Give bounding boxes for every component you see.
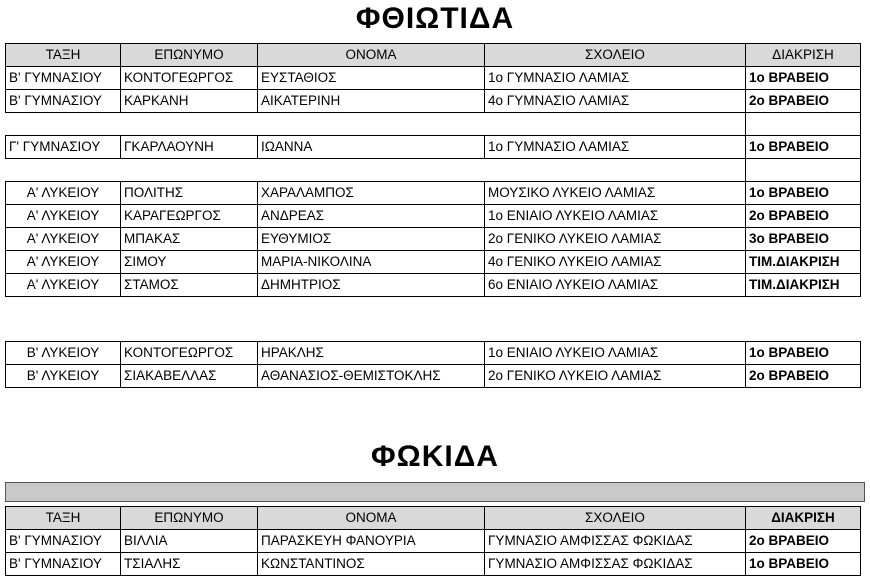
cell-surname: ΚΑΡΑΓΕΩΡΓΟΣ [121, 205, 258, 228]
cell-name: ΑΘΑΝΑΣΙΟΣ-ΘΕΜΙΣΤΟΚΛΗΣ [258, 365, 485, 388]
cell-surname: ΠΟΛΙΤΗΣ [121, 182, 258, 205]
header-distinction: ΔΙΑΚΡΙΣΗ [746, 44, 861, 67]
cell-surname: ΓΚΑΡΛΑΟΥΝΗ [121, 136, 258, 159]
cell-name: ΑΙΚΑΤΕΡΙΝΗ [258, 90, 485, 113]
cell-school: 1ο ΕΝΙΑΙΟ ΛΥΚΕΙΟ ΛΑΜΙΑΣ [485, 205, 746, 228]
cell-distinction: 2ο ΒΡΑΒΕΙΟ [746, 365, 861, 388]
cell-class: Β' ΓΥΜΝΑΣΙΟΥ [6, 530, 121, 553]
cell-school: 4ο ΓΕΝΙΚΟ ΛΥΚΕΙΟ ΛΑΜΙΑΣ [485, 251, 746, 274]
cell-class: Α' ΛΥΚΕΙΟΥ [6, 205, 121, 228]
table-row [6, 228, 861, 251]
header-name: ΟΝΟΜΑ [258, 44, 485, 67]
cell-class: Γ' ΓΥΜΝΑΣΙΟΥ [6, 136, 121, 159]
table-row [6, 365, 861, 388]
cell-distinction: 2ο ΒΡΑΒΕΙΟ [746, 205, 861, 228]
cell-school: 1ο ΓΥΜΝΑΣΙΟ ΛΑΜΙΑΣ [485, 136, 746, 159]
cell-surname: ΜΠΑΚΑΣ [121, 228, 258, 251]
results-table-fthiotida-b-lykeiou [5, 341, 861, 388]
cell-surname: ΣΤΑΜΟΣ [121, 274, 258, 297]
header-distinction: ΔΙΑΚΡΙΣΗ [746, 507, 861, 530]
results-table-fokida [5, 506, 861, 576]
cell-class: Α' ΛΥΚΕΙΟΥ [6, 182, 121, 205]
cell-distinction: 1ο ΒΡΑΒΕΙΟ [746, 67, 861, 90]
cell-class: Α' ΛΥΚΕΙΟΥ [6, 228, 121, 251]
cell-distinction: 2ο ΒΡΑΒΕΙΟ [746, 90, 861, 113]
header-surname: ΕΠΩΝΥΜΟ [121, 507, 258, 530]
cell-distinction: 2ο ΒΡΑΒΕΙΟ [746, 530, 861, 553]
cell-school: ΓΥΜΝΑΣΙΟ ΑΜΦΙΣΣΑΣ ΦΩΚΙΔΑΣ [485, 553, 746, 576]
cell-school: 6ο ΕΝΙΑΙΟ ΛΥΚΕΙΟ ΛΑΜΙΑΣ [485, 274, 746, 297]
cell-name: ΚΩΝΣΤΑΝΤΙΝΟΣ [258, 553, 485, 576]
header-school: ΣΧΟΛΕΙΟ [485, 44, 746, 67]
spacer-row [6, 113, 861, 136]
table-header-row [6, 507, 861, 530]
cell-class: Β' ΛΥΚΕΙΟΥ [6, 365, 121, 388]
cell-name: ΙΩΑΝΝΑ [258, 136, 485, 159]
spacer-row [6, 159, 861, 182]
cell-class: Β' ΓΥΜΝΑΣΙΟΥ [6, 553, 121, 576]
cell-school: 2ο ΓΕΝΙΚΟ ΛΥΚΕΙΟ ΛΑΜΙΑΣ [485, 365, 746, 388]
cell-school: 1ο ΓΥΜΝΑΣΙΟ ΛΑΜΙΑΣ [485, 67, 746, 90]
header-name: ΟΝΟΜΑ [258, 507, 485, 530]
cell-surname: ΣΙΜΟΥ [121, 251, 258, 274]
cell-surname: ΣΙΑΚΑΒΕΛΛΑΣ [121, 365, 258, 388]
cell-distinction: 3ο ΒΡΑΒΕΙΟ [746, 228, 861, 251]
cell-name: ΕΥΘΥΜΙΟΣ [258, 228, 485, 251]
cell-school: ΓΥΜΝΑΣΙΟ ΑΜΦΙΣΣΑΣ ΦΩΚΙΔΑΣ [485, 530, 746, 553]
cell-school: 4ο ΓΥΜΝΑΣΙΟ ΛΑΜΙΑΣ [485, 90, 746, 113]
cell-school: 1ο ΕΝΙΑΙΟ ΛΥΚΕΙΟ ΛΑΜΙΑΣ [485, 342, 746, 365]
results-table-fthiotida [5, 43, 861, 297]
cell-name: ΕΥΣΤΑΘΙΟΣ [258, 67, 485, 90]
cell-distinction: ΤΙΜ.ΔΙΑΚΡΙΣΗ [746, 251, 861, 274]
cell-distinction: 1ο ΒΡΑΒΕΙΟ [746, 136, 861, 159]
cell-surname: ΚΟΝΤΟΓΕΩΡΓΟΣ [121, 67, 258, 90]
cell-surname: ΚΟΝΤΟΓΕΩΡΓΟΣ [121, 342, 258, 365]
table-row [6, 67, 861, 90]
cell-name: ΑΝΔΡΕΑΣ [258, 205, 485, 228]
cell-class: Α' ΛΥΚΕΙΟΥ [6, 251, 121, 274]
header-school: ΣΧΟΛΕΙΟ [485, 507, 746, 530]
cell-distinction: ΤΙΜ.ΔΙΑΚΡΙΣΗ [746, 274, 861, 297]
header-class: ΤΑΞΗ [6, 507, 121, 530]
cell-name: ΗΡΑΚΛΗΣ [258, 342, 485, 365]
table-row [6, 274, 861, 297]
cell-class: Β' ΓΥΜΝΑΣΙΟΥ [6, 67, 121, 90]
cell-school: ΜΟΥΣΙΚΟ ΛΥΚΕΙΟ ΛΑΜΙΑΣ [485, 182, 746, 205]
table-header-row [6, 44, 861, 67]
section-band [5, 482, 865, 502]
cell-class: Α' ΛΥΚΕΙΟΥ [6, 274, 121, 297]
table-row [6, 136, 861, 159]
table-row [6, 553, 861, 576]
table-row [6, 182, 861, 205]
cell-name: ΧΑΡΑΛΑΜΠΟΣ [258, 182, 485, 205]
cell-surname: ΒΙΛΛΙΑ [121, 530, 258, 553]
cell-name: ΔΗΜΗΤΡΙΟΣ [258, 274, 485, 297]
cell-name: ΠΑΡΑΣΚΕΥΗ ΦΑΝΟΥΡΙΑ [258, 530, 485, 553]
cell-name: ΜΑΡΙΑ-ΝΙΚΟΛΙΝΑ [258, 251, 485, 274]
cell-distinction: 1ο ΒΡΑΒΕΙΟ [746, 553, 861, 576]
cell-distinction: 1ο ΒΡΑΒΕΙΟ [746, 182, 861, 205]
cell-class: Β' ΓΥΜΝΑΣΙΟΥ [6, 90, 121, 113]
header-class: ΤΑΞΗ [6, 44, 121, 67]
section-title-fokida: ΦΩΚΙΔΑ [371, 440, 499, 473]
table-row [6, 90, 861, 113]
cell-class: Β' ΛΥΚΕΙΟΥ [6, 342, 121, 365]
table-row [6, 251, 861, 274]
header-surname: ΕΠΩΝΥΜΟ [121, 44, 258, 67]
table-row [6, 530, 861, 553]
table-row [6, 205, 861, 228]
cell-surname: ΚΑΡΚΑΝΗ [121, 90, 258, 113]
cell-school: 2ο ΓΕΝΙΚΟ ΛΥΚΕΙΟ ΛΑΜΙΑΣ [485, 228, 746, 251]
cell-distinction: 1ο ΒΡΑΒΕΙΟ [746, 342, 861, 365]
table-row [6, 342, 861, 365]
cell-surname: ΤΣΙΑΛΗΣ [121, 553, 258, 576]
section-title-fthiotida: ΦΘΙΩΤΙΔΑ [355, 2, 515, 35]
